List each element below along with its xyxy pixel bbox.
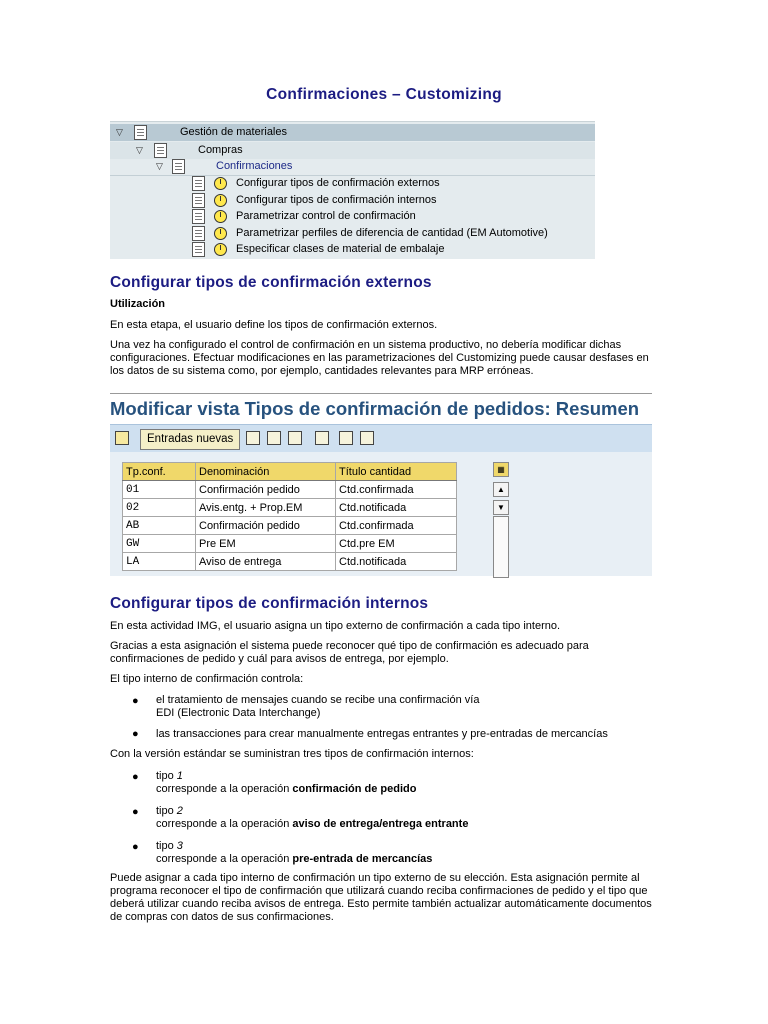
new-entries-button[interactable]: Entradas nuevas [140, 429, 240, 450]
tree-label: Confirmaciones [216, 160, 293, 172]
clock-icon[interactable] [214, 177, 227, 190]
table-cell[interactable]: 01 [123, 481, 196, 499]
tree-label: Parametrizar control de confirmación [236, 210, 416, 222]
table-cell[interactable]: Ctd.notificada [336, 499, 457, 517]
collapse-triangle-icon[interactable]: ▽ [136, 145, 143, 155]
type-operation: confirmación de pedido [292, 783, 417, 795]
table-cell[interactable]: 02 [123, 499, 196, 517]
tree-node-confirmaciones[interactable] [110, 158, 595, 176]
tree-label: Compras [198, 144, 243, 156]
list-item [156, 840, 656, 866]
document-icon [154, 143, 167, 158]
type-number: 2 [176, 805, 183, 817]
divider [110, 393, 652, 394]
table-cell[interactable]: Ctd.confirmada [336, 481, 457, 499]
paragraph: El tipo interno de confirmación controla: [110, 673, 304, 685]
table-control [110, 452, 652, 576]
column-header[interactable]: Título cantidad [336, 463, 457, 481]
bullet-icon: ● [132, 728, 139, 740]
table-header-row [123, 463, 457, 481]
table-row[interactable] [123, 535, 457, 553]
tree-node-gestion[interactable] [110, 124, 595, 141]
paragraph: Con la versión estándar se suministran tres tipos de confirmación internos: [110, 748, 474, 760]
section-heading: Configurar tipos de confirmación internos [110, 595, 429, 612]
document-icon [134, 125, 147, 140]
paragraph: Una vez ha configurado el control de confirmación en un sistema productivo, no debería modificar dichas configuraciones. Efectuar modificaciones en las parametrizaciones del Customizing puede causar desfases en los datos de su sistema como, por ejemplo, cantidades relevantes para MRP erróneas. [110, 339, 649, 377]
type-number: 3 [176, 840, 183, 852]
sap-screen-title: Modificar vista Tipos de confirmación de pedidos: Resumen [110, 398, 640, 419]
list-item [156, 805, 656, 831]
type-prefix: tipo [156, 770, 177, 782]
bullet-icon: ● [132, 695, 139, 707]
list-item: las transacciones para crear manualmente entregas entrantes y pre-entradas de mercancías [156, 728, 608, 740]
select-all-icon[interactable] [315, 431, 329, 445]
collapse-triangle-icon[interactable]: ▽ [116, 127, 123, 137]
document-icon [192, 226, 205, 241]
column-header[interactable]: Tp.conf. [123, 463, 196, 481]
change-display-icon[interactable] [115, 431, 129, 445]
document-icon [192, 242, 205, 257]
document-icon [192, 176, 205, 191]
paragraph: Puede asignar a cada tipo interno de confirmación un tipo externo de su elección. Esta asignación permite al programa reconocer el tipo de confirmación que utilizará cuando reciba confirmaciones de pedido y el tipo que deberá utilizar cuando reciba avisos de entrega. Esto permite también actualizar automáticamente documentos de compras con datos de sus confirmaciones. [110, 872, 652, 923]
table-cell[interactable]: LA [123, 553, 196, 571]
table-row[interactable] [123, 481, 457, 499]
scroll-up-arrow-icon[interactable]: ▲ [493, 482, 509, 497]
table-cell[interactable]: Ctd.pre EM [336, 535, 457, 553]
document-title: Confirmaciones – Customizing [266, 86, 502, 103]
tree-node-compras[interactable] [110, 142, 595, 159]
table-row[interactable] [123, 499, 457, 517]
table-cell[interactable]: AB [123, 517, 196, 535]
paragraph: En esta actividad IMG, el usuario asigna un tipo externo de confirmación a cada tipo interno. [110, 620, 561, 632]
table-row[interactable] [123, 517, 457, 535]
table-cell[interactable]: Avis.entg. + Prop.EM [196, 499, 336, 517]
type-prefix: tipo [156, 805, 177, 817]
type-text: corresponde a la operación [156, 853, 293, 865]
table-cell[interactable]: GW [123, 535, 196, 553]
tree-label: Especificar clases de material de embalaje [236, 243, 445, 255]
table-cell[interactable]: Confirmación pedido [196, 481, 336, 499]
tree-label: Configurar tipos de confirmación externos [236, 177, 440, 189]
deselect-all-icon[interactable] [360, 431, 374, 445]
subheading: Utilización [110, 298, 166, 310]
collapse-triangle-icon[interactable]: ▽ [156, 161, 163, 171]
table-cell[interactable]: Ctd.notificada [336, 553, 457, 571]
confirmation-types-table [122, 462, 457, 571]
bullet-icon: ● [132, 806, 139, 818]
tree-label: Configurar tipos de confirmación internos [236, 194, 437, 206]
delete-icon[interactable] [267, 431, 281, 445]
sap-toolbar [110, 424, 652, 454]
bullet-icon: ● [132, 771, 139, 783]
list-item: el tratamiento de mensajes cuando se recibe una confirmación vía EDI (Electronic Data Interchange) [156, 694, 480, 719]
tree-label: Gestión de materiales [180, 126, 287, 138]
table-row[interactable] [123, 553, 457, 571]
paragraph: Gracias a esta asignación el sistema puede reconocer qué tipo de confirmación es adecuado para confirmaciones de pedido y cuál para avisos de entrega, por ejemplo. [110, 640, 589, 665]
clock-icon[interactable] [214, 210, 227, 223]
copy-icon[interactable] [246, 431, 260, 445]
column-settings-icon[interactable]: ▦ [493, 462, 509, 477]
table-cell[interactable]: Confirmación pedido [196, 517, 336, 535]
scroll-track[interactable] [493, 516, 509, 578]
list-item [156, 770, 656, 796]
table-cell[interactable]: Pre EM [196, 535, 336, 553]
clock-icon[interactable] [214, 243, 227, 256]
paragraph: En esta etapa, el usuario define los tipos de confirmación externos. [110, 319, 438, 331]
undo-icon[interactable] [288, 431, 302, 445]
column-header[interactable]: Denominación [196, 463, 336, 481]
type-number: 1 [176, 770, 183, 782]
tree-label: Parametrizar perfiles de diferencia de cantidad (EM Automotive) [236, 227, 548, 239]
type-prefix: tipo [156, 840, 177, 852]
bullet-icon: ● [132, 841, 139, 853]
type-operation: pre-entrada de mercancías [292, 853, 433, 865]
clock-icon[interactable] [214, 227, 227, 240]
type-text: corresponde a la operación [156, 783, 293, 795]
document-icon [192, 193, 205, 208]
table-cell[interactable]: Ctd.confirmada [336, 517, 457, 535]
document-icon [192, 209, 205, 224]
scroll-down-arrow-icon[interactable]: ▼ [493, 500, 509, 515]
img-tree [110, 121, 595, 259]
document-icon [172, 159, 185, 174]
clock-icon[interactable] [214, 194, 227, 207]
table-cell[interactable]: Aviso de entrega [196, 553, 336, 571]
section-heading: Configurar tipos de confirmación externos [110, 274, 432, 291]
type-text: corresponde a la operación [156, 818, 293, 830]
type-operation: aviso de entrega/entrega entrante [292, 818, 469, 830]
select-block-icon[interactable] [339, 431, 353, 445]
